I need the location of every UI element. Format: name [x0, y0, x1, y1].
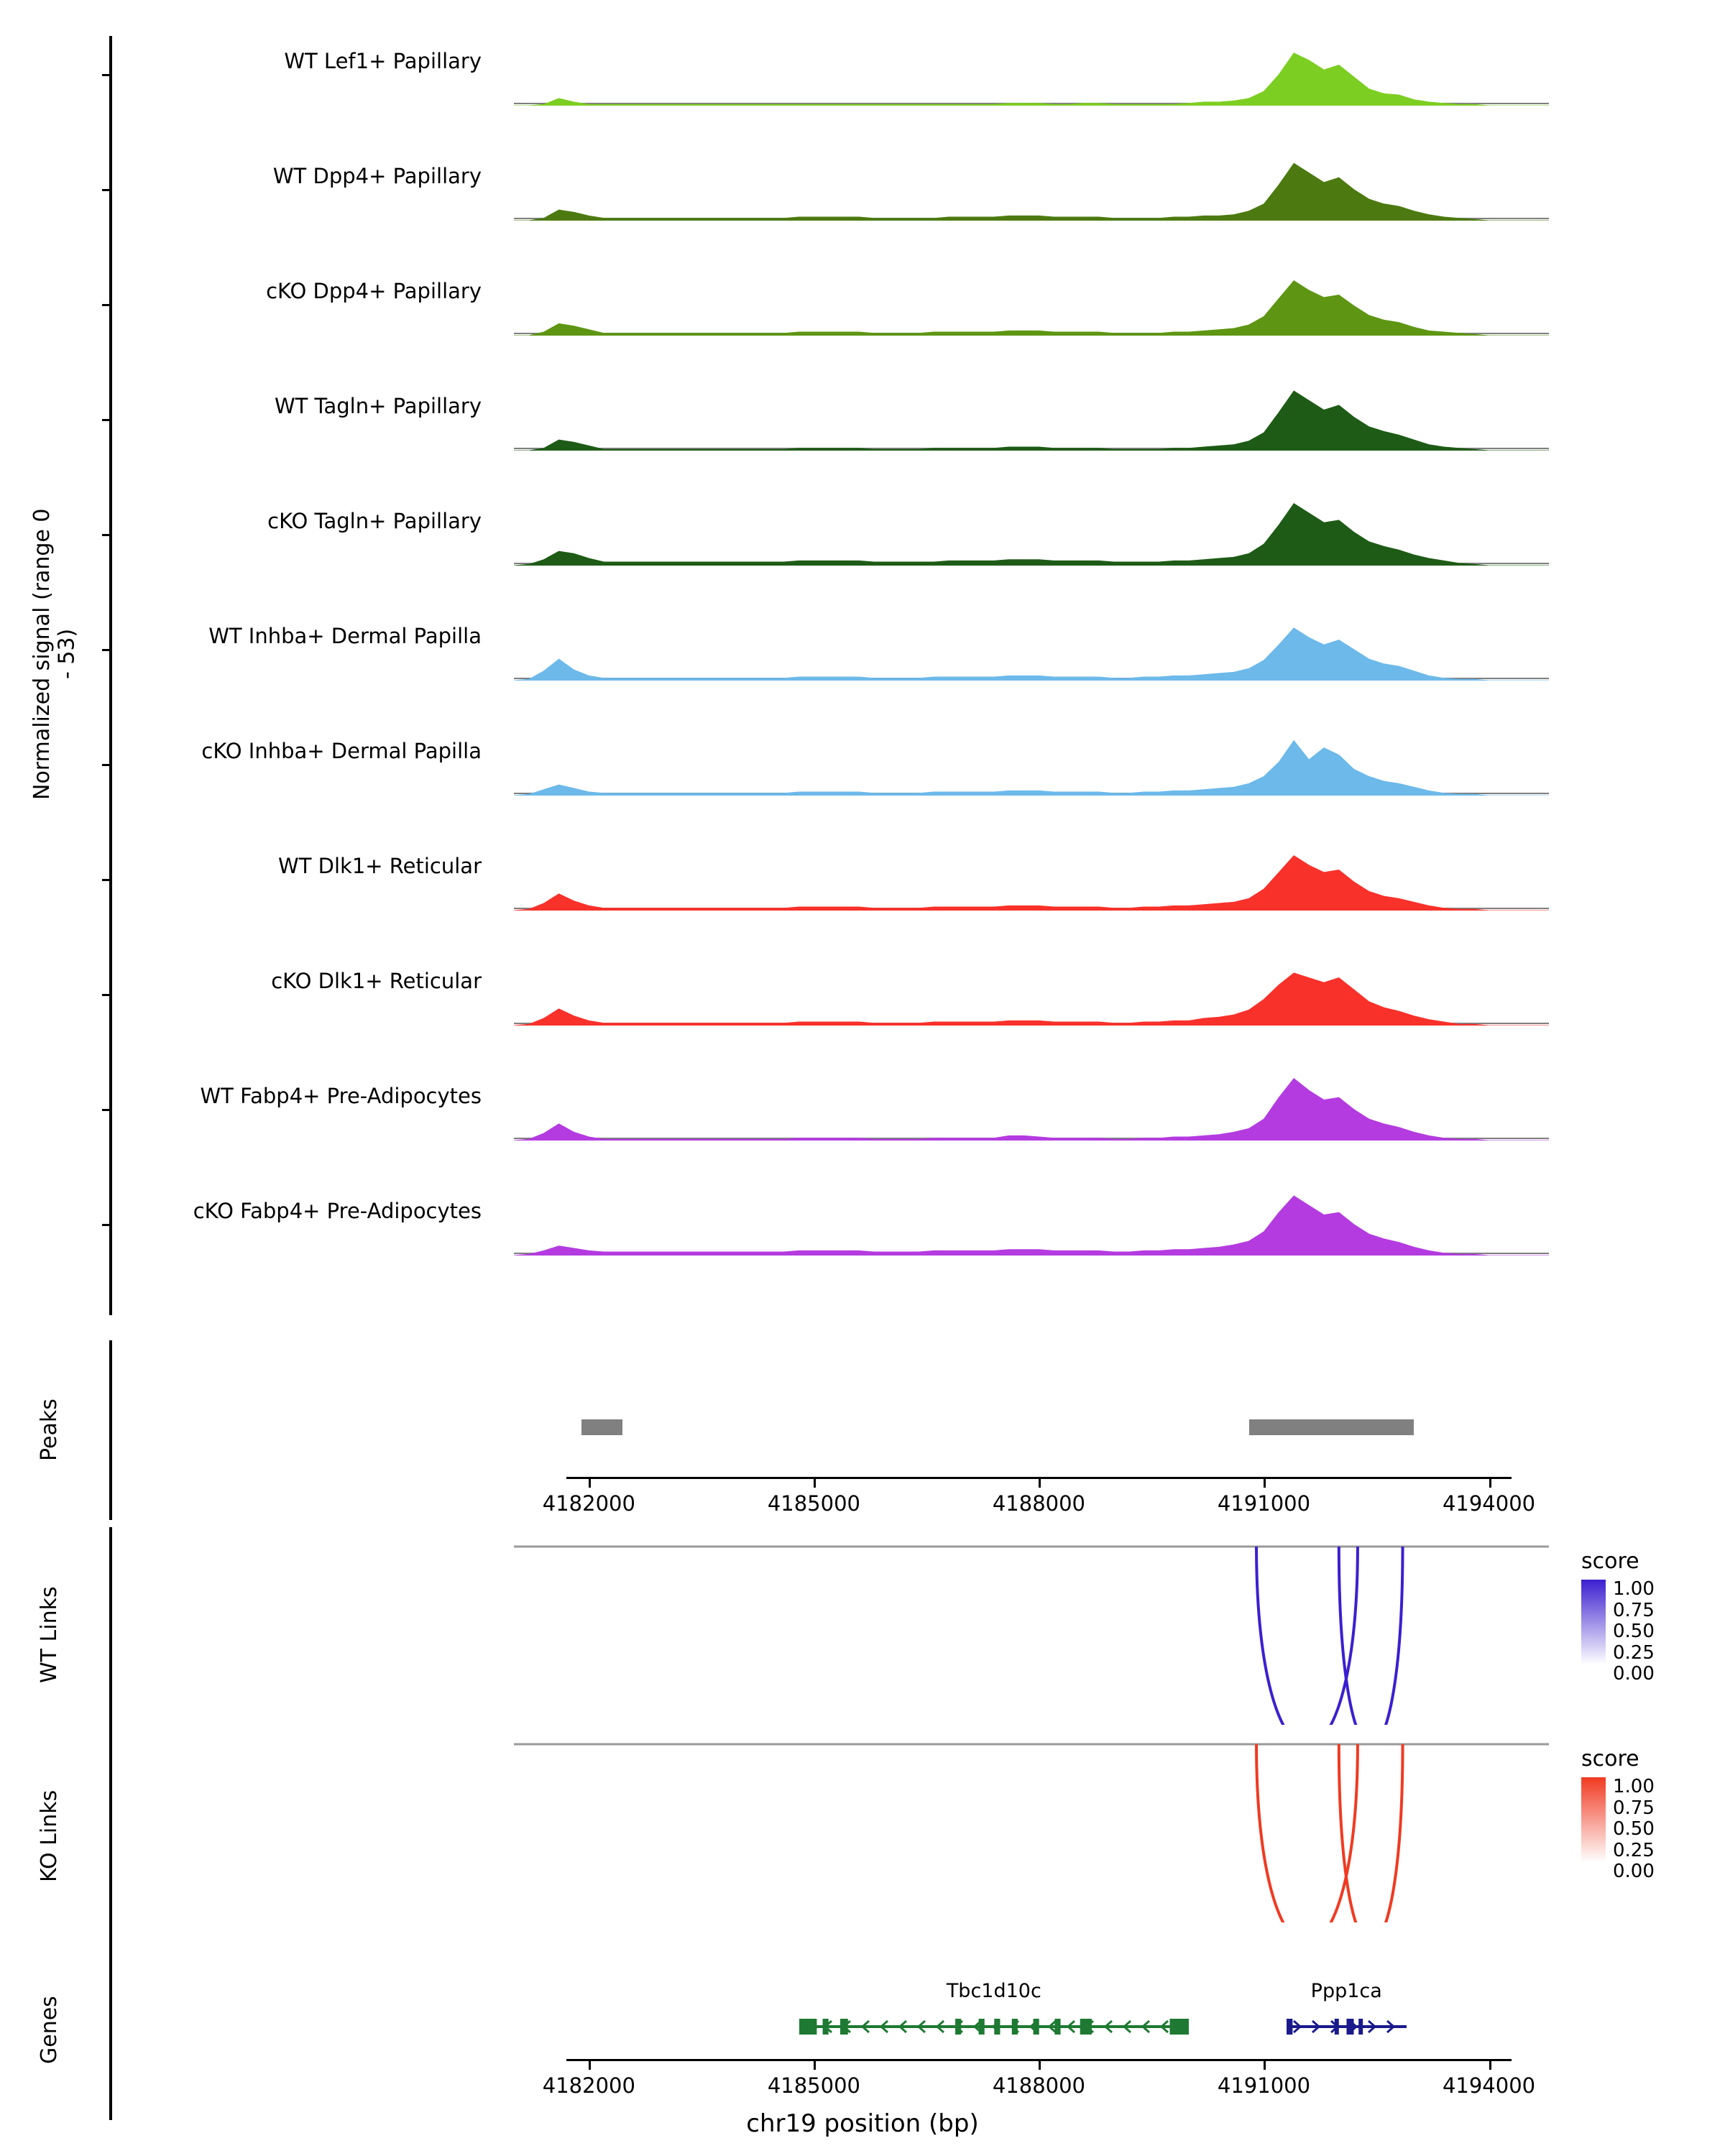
score-legend-tick-1-3: 0.25 [1613, 1839, 1655, 1861]
exon-0-2 [840, 2019, 847, 2035]
peak-region-0 [581, 1419, 622, 1435]
gene-model-ppp1ca [1287, 2012, 1407, 2041]
track-label-7: WT Dlk1+ Reticular [278, 854, 482, 878]
coverage-area-1 [514, 155, 1549, 221]
gene-model-tbc1d10c [799, 2012, 1190, 2041]
exon-0-7 [1033, 2019, 1039, 2035]
peak-region-1 [1249, 1419, 1414, 1435]
x-tick-mark-4 [1489, 2061, 1491, 2070]
score-legend-1 [1581, 1746, 1655, 1884]
y-tick-4 [102, 534, 111, 536]
exon-1-3 [1358, 2019, 1363, 2035]
exon-0-8 [1054, 2019, 1060, 2035]
x-tick-mark-3 [1264, 2061, 1266, 2070]
x-tick-mark-3 [1264, 1479, 1266, 1488]
x-axis-title: chr19 position (bp) [746, 2109, 979, 2138]
x-tick-label-1: 4185000 [767, 1491, 860, 1516]
score-legend-ticks-1 [1613, 1777, 1655, 1884]
x-tick-label-3: 4191000 [1217, 1491, 1311, 1516]
exon-0-0 [799, 2019, 816, 2035]
exon-0-6 [1011, 2019, 1017, 2035]
exon-1-1 [1335, 2019, 1339, 2035]
score-legend-0 [1581, 1549, 1655, 1686]
exon-0-3 [955, 2019, 961, 2035]
coverage-area-4 [514, 499, 1549, 566]
y-tick-8 [102, 994, 111, 996]
x-tick-label-2: 4188000 [992, 1491, 1085, 1516]
track-label-1: WT Dpp4+ Papillary [272, 164, 482, 188]
exon-0-1 [822, 2019, 828, 2035]
coverage-area-2 [514, 270, 1549, 336]
peaks-label-text: Peaks [37, 1399, 62, 1462]
score-legend-tick-1-1: 0.75 [1613, 1797, 1655, 1819]
score-legend-tick-1-0: 1.00 [1613, 1776, 1655, 1797]
coverage-area-6 [514, 729, 1549, 796]
x-tick-label-0: 4182000 [542, 1491, 635, 1516]
coverage-area-5 [514, 614, 1549, 681]
wt-links-label-text: WT Links [37, 1586, 62, 1684]
y-tick-1 [102, 189, 111, 191]
x-tick-mark-1 [814, 1479, 816, 1488]
x-tick-label-3: 4191000 [1217, 2073, 1311, 2098]
x-tick-mark-0 [589, 1479, 591, 1488]
track-label-6: cKO Inhba+ Dermal Papilla [201, 739, 482, 763]
exon-0-4 [978, 2019, 984, 2035]
exon-0-10 [1169, 2019, 1189, 2035]
exon-1-2 [1346, 2019, 1353, 2035]
coverage-area-9 [514, 1074, 1549, 1141]
score-legend-gradient-1 [1581, 1777, 1606, 1862]
coverage-axis-line [109, 36, 112, 1315]
x-tick-mark-2 [1039, 1479, 1041, 1488]
y-axis-label [30, 503, 80, 805]
score-legend-tick-0-4: 0.00 [1613, 1663, 1655, 1685]
ko-links-label-text: KO Links [37, 1789, 62, 1883]
score-legend-tick-0-3: 0.25 [1613, 1641, 1655, 1664]
y-axis-label-line1: Normalized signal (range 0 - 53) [29, 508, 80, 800]
genes-section-label [37, 1940, 69, 2120]
coverage-area-7 [514, 844, 1549, 911]
score-legend-ticks-0 [1613, 1580, 1655, 1686]
genes-label-text: Genes [37, 1996, 62, 2065]
y-tick-7 [102, 879, 111, 881]
score-legend-title-1: score [1581, 1746, 1639, 1772]
score-legend-gradient-0 [1581, 1580, 1606, 1664]
track-label-4: cKO Tagln+ Papillary [267, 509, 482, 533]
kolinks-arc-1 [1339, 1744, 1403, 1922]
x-tick-label-0: 4182000 [542, 2073, 635, 2098]
track-label-5: WT Inhba+ Dermal Papilla [208, 624, 482, 648]
x-tick-label-2: 4188000 [992, 2073, 1085, 2098]
score-legend-tick-0-2: 0.50 [1613, 1621, 1655, 1642]
y-tick-5 [102, 649, 111, 651]
score-legend-tick-1-4: 0.00 [1613, 1861, 1655, 1882]
y-tick-9 [102, 1109, 111, 1111]
score-legend-tick-1-2: 0.50 [1613, 1818, 1655, 1840]
wt-links-section-label [37, 1538, 69, 1732]
coverage-area-0 [514, 40, 1549, 106]
score-legend-title-0: score [1581, 1549, 1639, 1574]
score-legend-tick-0-1: 0.75 [1613, 1599, 1655, 1621]
track-label-8: cKO Dlk1+ Reticular [271, 969, 482, 993]
track-label-3: WT Tagln+ Papillary [274, 394, 482, 418]
track-label-0: WT Lef1+ Papillary [284, 49, 482, 73]
wt-links-axis-line [109, 1527, 112, 1736]
exon-1-0 [1287, 2019, 1292, 2035]
kolinks-svg [514, 1743, 1549, 1922]
genes-axis-line [109, 1933, 112, 2120]
coverage-area-8 [514, 959, 1549, 1026]
score-legend-tick-0-0: 1.00 [1613, 1578, 1655, 1600]
x-tick-mark-4 [1489, 1479, 1491, 1488]
x-tick-label-1: 4185000 [767, 2073, 860, 2098]
wtlinks-svg [514, 1545, 1549, 1725]
exon-0-5 [994, 2019, 1000, 2035]
peaks-section-label [37, 1351, 69, 1509]
ko-links-axis-line [109, 1725, 112, 1933]
gene-name-ppp1ca: Ppp1ca [1310, 1980, 1382, 2002]
x-tick-mark-0 [589, 2061, 591, 2070]
wtlinks-arc-1 [1339, 1547, 1403, 1725]
y-tick-6 [102, 764, 111, 766]
ko-links-section-label [37, 1739, 69, 1933]
gene-name-tbc1d10c: Tbc1d10c [946, 1980, 1041, 2002]
track-label-2: cKO Dpp4+ Papillary [266, 279, 482, 303]
x-tick-label-4: 4194000 [1442, 2073, 1536, 2098]
x-tick-mark-2 [1039, 2061, 1041, 2070]
track-label-9: WT Fabp4+ Pre-Adipocytes [200, 1084, 482, 1108]
coverage-area-3 [514, 384, 1549, 451]
x-tick-mark-1 [814, 2061, 816, 2070]
coverage-area-10 [514, 1189, 1549, 1256]
peaks-axis-line [109, 1340, 112, 1520]
y-tick-0 [102, 74, 111, 76]
x-tick-label-4: 4194000 [1442, 1491, 1536, 1516]
y-tick-2 [102, 304, 111, 306]
y-tick-3 [102, 419, 111, 421]
y-tick-10 [102, 1224, 111, 1226]
track-label-10: cKO Fabp4+ Pre-Adipocytes [193, 1199, 482, 1223]
exon-0-9 [1080, 2019, 1091, 2035]
